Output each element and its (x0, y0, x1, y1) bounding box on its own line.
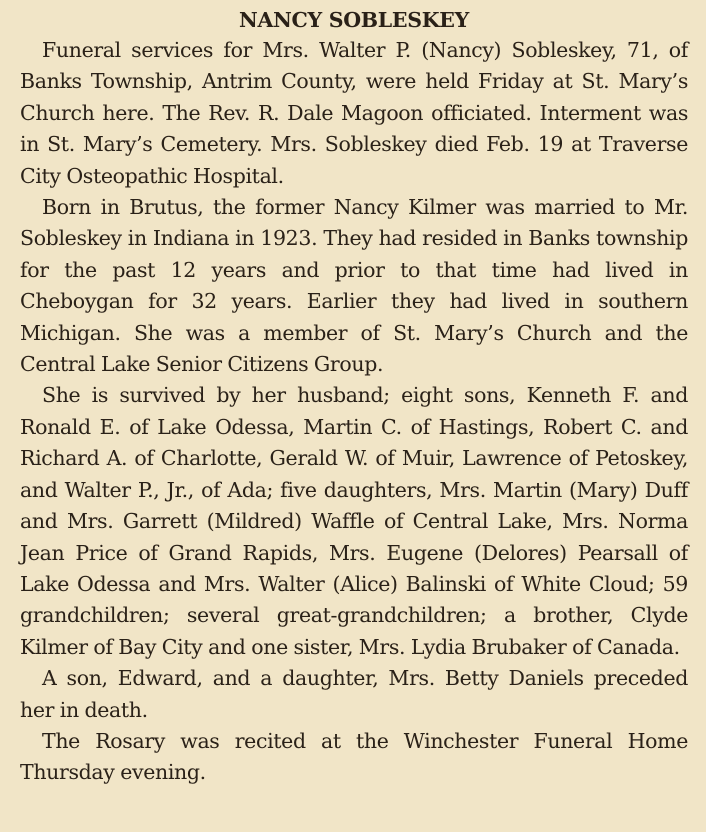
paragraph-funeral-services: Funeral services for Mrs. Walter P. (Nancy) Sobleskey, 71, of Banks Township, Antrim County, were held Friday at St. Mary’s Church here. The Rev. R. Dale Magoon officiated. Interment was in St. Mary’s Cemetery. Mrs. Sobleskey died Feb. 19 at Traverse City Osteopathic Hospital. (20, 38, 688, 188)
paragraph-survivors: She is survived by her husband; eight sons, Kenneth F. and Ronald E. of Lake Odessa, Martin C. of Hastings, Robert C. and Richard A. of Charlotte, Gerald W. of Muir, Lawrence of Petoskey, and Walter P., Jr., of Ada; five daughters, Mrs. Martin (Mary) Duff and Mrs. Garrett (Mildred) Waffle of Central Lake, Mrs. Norma Jean Price of Grand Rapids, Mrs. Eugene (Delores) Pearsall of Lake Odessa and Mrs. Walter (Alice) Balinski of White Cloud; 59 grandchildren; several great-grandchildren; a brother, Clyde Kilmer of Bay City and one sister, Mrs. Lydia Brubaker of Canada. (20, 383, 688, 659)
obituary-headline: NANCY SOBLESKEY (239, 8, 469, 32)
paragraph-rosary: The Rosary was recited at the Winchester Funeral Home Thursday evening. (20, 728, 688, 785)
paragraph-biography: Born in Brutus, the former Nancy Kilmer was married to Mr. Sobleskey in Indiana in 1923. They had resided in Banks township for the past 12 years and prior to that time had lived in Cheboygan for 32 years. Earlier they had lived in southern Michigan. She was a member of St. Mary’s Church and the Central Lake Senior Citizens Group. (20, 195, 688, 377)
paragraph-preceded-in-death: A son, Edward, and a daughter, Mrs. Betty Daniels preceded her in death. (20, 666, 688, 722)
